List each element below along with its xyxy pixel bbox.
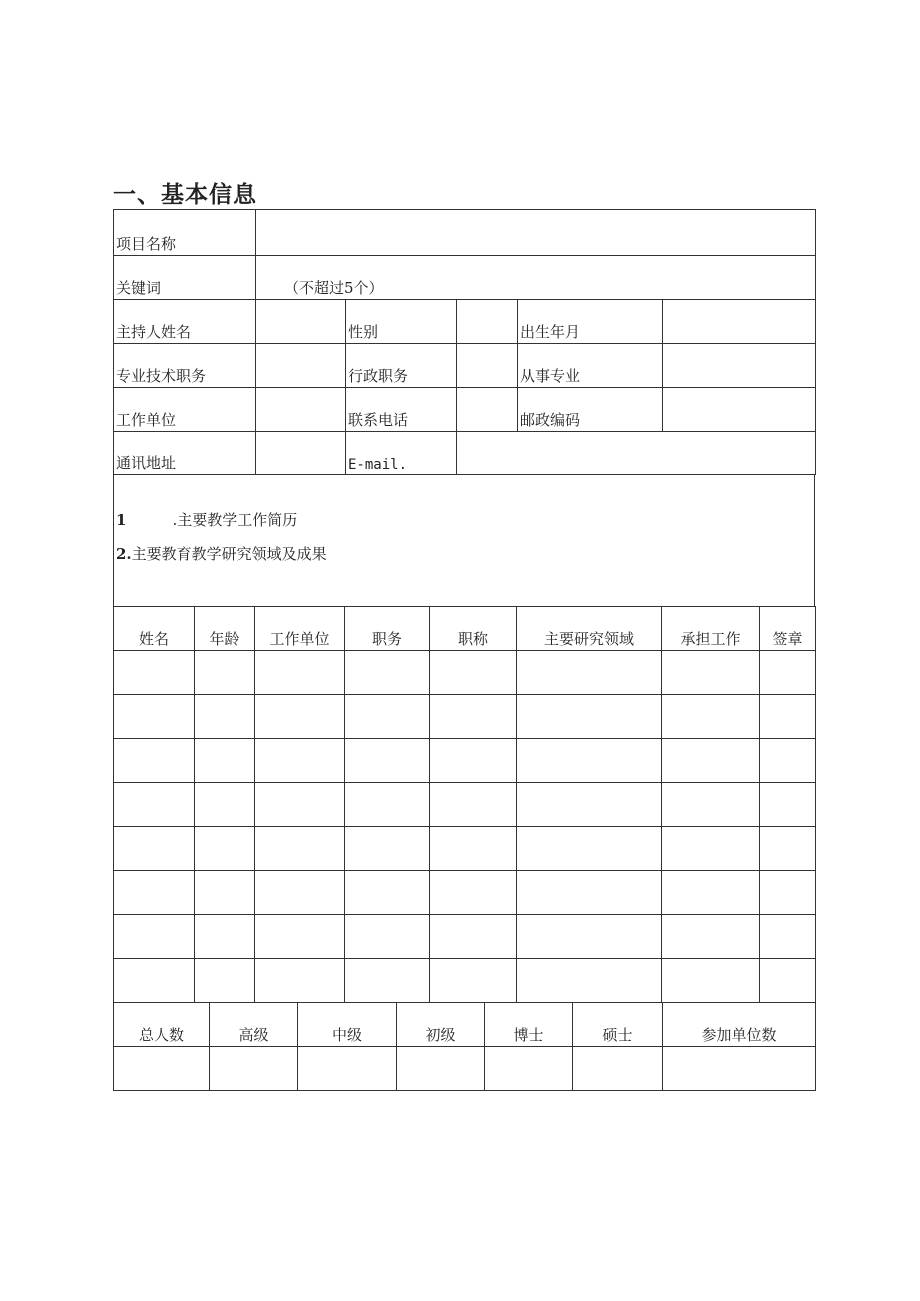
- host-name-label: 主持人姓名: [114, 300, 256, 344]
- members-header-row: [114, 607, 816, 651]
- member-cell[interactable]: [255, 739, 345, 783]
- phone-field[interactable]: [457, 388, 518, 432]
- member-cell[interactable]: [760, 871, 816, 915]
- member-cell[interactable]: [517, 827, 662, 871]
- project-name-label: 项目名称: [114, 210, 256, 256]
- keywords-field[interactable]: [256, 256, 816, 300]
- work-unit-field[interactable]: [256, 388, 346, 432]
- summary-table: [113, 1002, 816, 1091]
- header-units: 参加单位数: [663, 1003, 816, 1047]
- member-row: [114, 959, 816, 1003]
- member-row: [114, 695, 816, 739]
- header-title: 职称: [430, 607, 517, 651]
- resume-item-1-text: .主要教学工作简历: [172, 511, 298, 529]
- summary-header-row: [114, 1003, 816, 1047]
- member-cell[interactable]: [345, 959, 430, 1003]
- member-cell[interactable]: [430, 915, 517, 959]
- member-cell[interactable]: [760, 695, 816, 739]
- member-cell[interactable]: [760, 783, 816, 827]
- header-post: 职务: [345, 607, 430, 651]
- member-cell[interactable]: [662, 651, 760, 695]
- member-cell[interactable]: [345, 783, 430, 827]
- member-cell[interactable]: [114, 695, 195, 739]
- member-cell[interactable]: [195, 915, 255, 959]
- member-cell[interactable]: [760, 651, 816, 695]
- member-cell[interactable]: [430, 739, 517, 783]
- member-cell[interactable]: [255, 915, 345, 959]
- header-age: 年龄: [195, 607, 255, 651]
- member-cell[interactable]: [517, 651, 662, 695]
- member-row: [114, 783, 816, 827]
- header-phd: 博士: [485, 1003, 573, 1047]
- member-cell[interactable]: [345, 915, 430, 959]
- member-cell[interactable]: [517, 695, 662, 739]
- total-field[interactable]: [114, 1047, 210, 1091]
- header-intermediate: 中级: [298, 1003, 397, 1047]
- member-cell[interactable]: [195, 739, 255, 783]
- admin-post-field[interactable]: [457, 344, 518, 388]
- address-label: 通讯地址: [114, 432, 256, 475]
- member-cell[interactable]: [430, 827, 517, 871]
- gender-field[interactable]: [457, 300, 518, 344]
- prof-title-label: 专业技术职务: [114, 344, 256, 388]
- member-cell[interactable]: [255, 827, 345, 871]
- header-signature: 签章: [760, 607, 816, 651]
- member-cell[interactable]: [345, 651, 430, 695]
- member-row: [114, 651, 816, 695]
- intermediate-field[interactable]: [298, 1047, 397, 1091]
- member-cell[interactable]: [760, 915, 816, 959]
- member-cell[interactable]: [662, 915, 760, 959]
- header-junior: 初级: [397, 1003, 485, 1047]
- member-cell[interactable]: [345, 871, 430, 915]
- header-name: 姓名: [114, 607, 195, 651]
- junior-field[interactable]: [397, 1047, 485, 1091]
- master-field[interactable]: [573, 1047, 663, 1091]
- member-cell[interactable]: [114, 783, 195, 827]
- header-research-area: 主要研究领域: [517, 607, 662, 651]
- member-cell[interactable]: [760, 739, 816, 783]
- birth-field[interactable]: [663, 300, 816, 344]
- member-cell[interactable]: [430, 959, 517, 1003]
- birth-label: 出生年月: [518, 300, 663, 344]
- member-cell[interactable]: [255, 695, 345, 739]
- postcode-field[interactable]: [663, 388, 816, 432]
- member-cell[interactable]: [114, 827, 195, 871]
- members-table: [113, 606, 816, 1003]
- member-cell[interactable]: [430, 783, 517, 827]
- header-senior: 高级: [210, 1003, 298, 1047]
- prof-title-field[interactable]: [256, 344, 346, 388]
- member-cell[interactable]: [517, 871, 662, 915]
- member-cell[interactable]: [517, 783, 662, 827]
- member-cell[interactable]: [255, 783, 345, 827]
- header-work-unit: 工作单位: [255, 607, 345, 651]
- member-cell[interactable]: [430, 651, 517, 695]
- member-cell[interactable]: [195, 783, 255, 827]
- resume-item-2: [116, 543, 812, 565]
- header-total: 总人数: [114, 1003, 210, 1047]
- summary-value-row: [114, 1047, 816, 1091]
- member-row: [114, 739, 816, 783]
- resume-item-2-number: 2.: [116, 545, 132, 563]
- specialty-field[interactable]: [663, 344, 816, 388]
- member-cell[interactable]: [662, 695, 760, 739]
- units-field[interactable]: [663, 1047, 816, 1091]
- member-row: [114, 827, 816, 871]
- member-cell[interactable]: [114, 915, 195, 959]
- project-name-field[interactable]: [256, 210, 816, 256]
- member-cell[interactable]: [517, 959, 662, 1003]
- member-cell[interactable]: [255, 871, 345, 915]
- member-cell[interactable]: [517, 739, 662, 783]
- member-cell[interactable]: [255, 959, 345, 1003]
- email-label: E-mail.: [346, 432, 457, 475]
- resume-cell[interactable]: [114, 475, 815, 607]
- email-field[interactable]: [457, 432, 816, 475]
- member-cell[interactable]: [345, 695, 430, 739]
- member-cell[interactable]: [114, 959, 195, 1003]
- header-assigned-work: 承担工作: [662, 607, 760, 651]
- address-field[interactable]: [256, 432, 346, 475]
- member-rows: [114, 651, 816, 1003]
- member-cell[interactable]: [430, 695, 517, 739]
- member-cell[interactable]: [195, 651, 255, 695]
- resume-item-1: [116, 509, 812, 531]
- resume-item-2-text: 主要教育教学研究领域及成果: [131, 545, 327, 563]
- basic-info-table: [113, 209, 816, 475]
- phone-label: 联系电话: [346, 388, 457, 432]
- member-cell[interactable]: [662, 871, 760, 915]
- member-cell[interactable]: [345, 739, 430, 783]
- member-cell[interactable]: [662, 739, 760, 783]
- section-title: 一、基本信息: [113, 182, 257, 208]
- senior-field[interactable]: [210, 1047, 298, 1091]
- resume-table: [113, 474, 815, 607]
- member-cell[interactable]: [760, 827, 816, 871]
- member-cell[interactable]: [195, 695, 255, 739]
- keywords-label: 关键词: [114, 256, 256, 300]
- member-cell[interactable]: [662, 827, 760, 871]
- member-cell[interactable]: [114, 651, 195, 695]
- keywords-note: （不超过5个）: [284, 279, 384, 297]
- member-cell[interactable]: [255, 651, 345, 695]
- member-cell[interactable]: [430, 871, 517, 915]
- member-row: [114, 915, 816, 959]
- postcode-label: 邮政编码: [518, 388, 663, 432]
- host-name-field[interactable]: [256, 300, 346, 344]
- member-cell[interactable]: [345, 827, 430, 871]
- member-cell[interactable]: [517, 915, 662, 959]
- admin-post-label: 行政职务: [346, 344, 457, 388]
- work-unit-label: 工作单位: [114, 388, 256, 432]
- member-cell[interactable]: [195, 871, 255, 915]
- member-cell[interactable]: [114, 871, 195, 915]
- member-cell[interactable]: [662, 959, 760, 1003]
- resume-item-1-number: 1: [116, 511, 127, 529]
- member-cell[interactable]: [760, 959, 816, 1003]
- specialty-label: 从事专业: [518, 344, 663, 388]
- member-cell[interactable]: [195, 959, 255, 1003]
- member-cell[interactable]: [662, 783, 760, 827]
- phd-field[interactable]: [485, 1047, 573, 1091]
- member-cell[interactable]: [114, 739, 195, 783]
- member-cell[interactable]: [195, 827, 255, 871]
- member-row: [114, 871, 816, 915]
- header-master: 硕士: [573, 1003, 663, 1047]
- gender-label: 性别: [346, 300, 457, 344]
